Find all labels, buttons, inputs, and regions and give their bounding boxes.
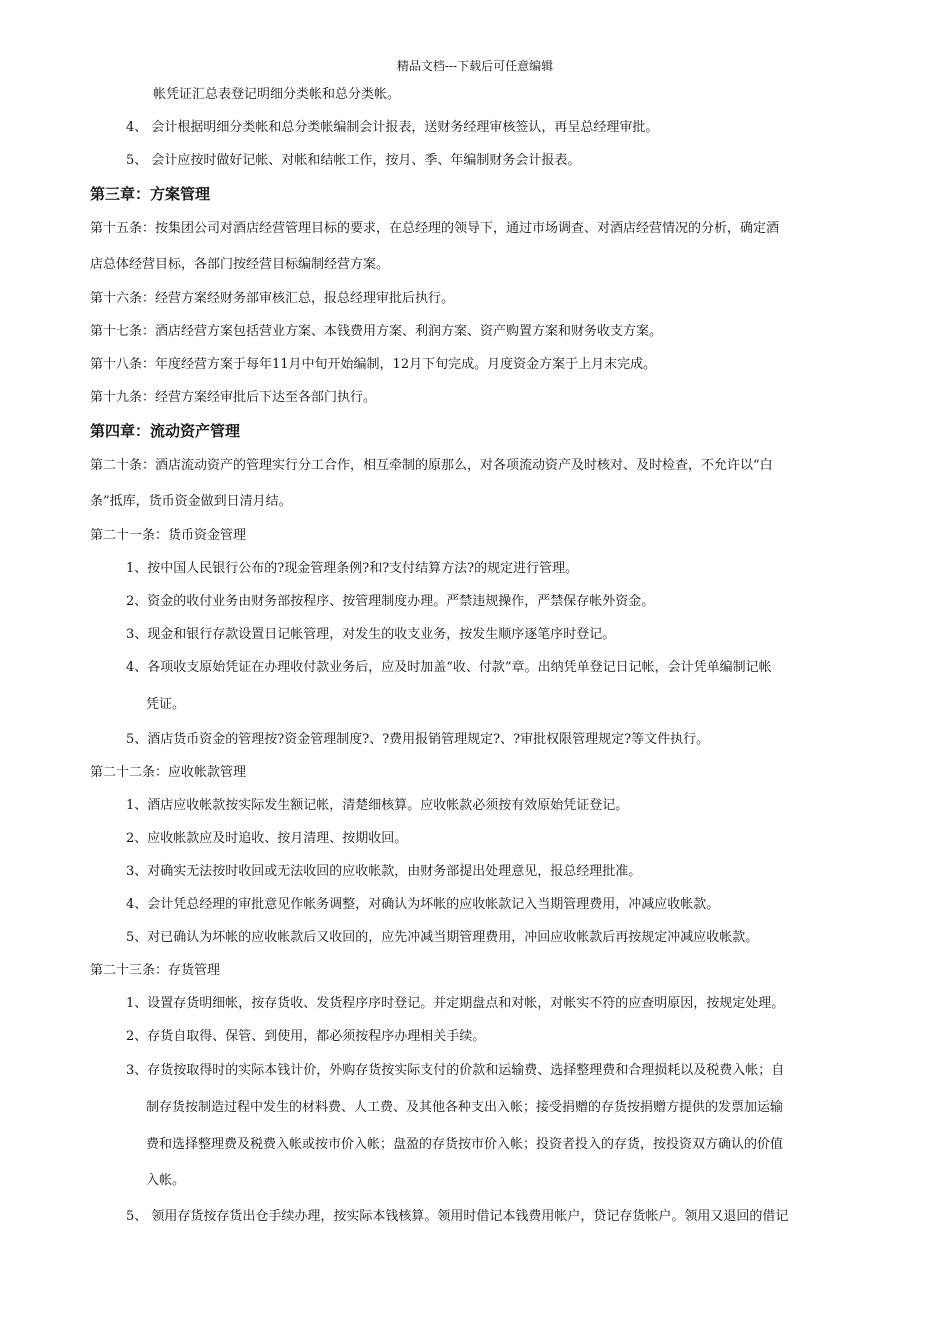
article-heading: 第二十二条：应收帐款管理 — [90, 765, 247, 780]
list-item: 4、 会计根据明细分类帐和总分类帐编制会计报表，送财务经理审核签认，再呈总经理审批。 — [126, 120, 659, 135]
list-item: 1、设置存货明细帐，按存货收、发货程序序时登记。并定期盘点和对帐，对帐实不符的应查明原因，按规定处理。 — [126, 996, 785, 1011]
list-item-continuation: 入帐。 — [146, 1173, 186, 1188]
list-item: 3、对确实无法按时收回或无法收回的应收帐款，由财务部提出处理意见，报总经理批准。 — [126, 864, 642, 879]
article-line: 第十九条：经营方案经审批后下达至各部门执行。 — [90, 390, 377, 405]
list-item: 2、存货自取得、保管、到使用，都必须按程序办理相关手续。 — [126, 1029, 486, 1044]
list-item: 4、各项收支原始凭证在办理收付款业务后，应及时加盖“收、付款”章。出纳凭单登记日记帐，会计凭单编制记帐 — [126, 660, 772, 675]
article-line: 第二十条：酒店流动资产的管理实行分工合作，相互牵制的原那么，对各项流动资产及时核对、及时检查，不允许以“白 — [90, 458, 773, 473]
list-item: 1、按中国人民银行公布的?现金管理条例?和?支付结算方法?的规定进行管理。 — [126, 561, 579, 576]
list-item: 5、对已确认为坏帐的应收帐款后又收回的，应先冲减当期管理费用，冲回应收帐款后再按规定冲减应收帐款。 — [126, 930, 759, 945]
article-line: 店总体经营目标，各部门按经营目标编制经营方案。 — [90, 257, 390, 272]
list-item: 3、存货按取得时的实际本钱计价，外购存货按实际支付的价款和运输费、选择整理费和合理损耗以及税费入帐；自 — [126, 1063, 785, 1078]
article-line: 条”抵库，货币资金做到日清月结。 — [90, 494, 292, 509]
list-item: 5、 领用存货按存货出仓手续办理，按实际本钱核算。领用时借记本钱费用帐户，贷记存货帐户。领用又退回的借记 — [126, 1209, 789, 1224]
page-header: 精品文档---下载后可任意编辑 — [396, 59, 554, 73]
article-line: 第十七条：酒店经营方案包括营业方案、本钱费用方案、利润方案、资产购置方案和财务收支方案。 — [90, 324, 663, 339]
article-line: 第十六条：经营方案经财务部审核汇总，报总经理审批后执行。 — [90, 291, 455, 306]
article-heading: 第二十一条：货币资金管理 — [90, 528, 247, 543]
list-item: 5、 会计应按时做好记帐、对帐和结帐工作，按月、季、年编制财务会计报表。 — [126, 153, 581, 168]
list-item: 2、资金的收付业务由财务部按程序、按管理制度办理。严禁违规操作，严禁保存帐外资金。 — [126, 594, 655, 609]
article-heading: 第二十三条：存货管理 — [90, 963, 221, 978]
list-item-continuation: 制存货按制造过程中发生的材料费、人工费、及其他各种支出入帐；接受捐赠的存货按捐赠方提供的发票加运输 — [146, 1100, 784, 1115]
list-item: 3、现金和银行存款设置日记帐管理，对发生的收支业务，按发生顺序逐笔序时登记。 — [126, 627, 616, 642]
list-item: 5、酒店货币资金的管理按?资金管理制度?、?费用报销管理规定?、?审批权限管理规定?等文件执行。 — [126, 732, 710, 747]
list-item-continuation: 凭证。 — [146, 697, 186, 712]
list-item-continuation: 费和选择整理费及税费入帐或按市价入帐；盘盈的存货按市价入帐；投资者投入的存货，按投资双方确认的价值 — [146, 1137, 784, 1152]
list-item: 2、应收帐款应及时追收、按月清理、按期收回。 — [126, 831, 408, 846]
list-item: 1、酒店应收帐款按实际发生额记帐，清楚细核算。应收帐款必须按有效原始凭证登记。 — [126, 798, 629, 813]
article-line: 第十八条：年度经营方案于每年11月中旬开始编制，12月下旬完成。月度资金方案于上月末完成。 — [90, 357, 657, 372]
chapter-heading: 第三章：方案管理 — [90, 185, 211, 203]
list-item: 4、会计凭总经理的审批意见作帐务调整，对确认为坏帐的应收帐款记入当期管理费用，冲减应收帐款。 — [126, 897, 720, 912]
article-line: 第十五条：按集团公司对酒店经营管理目标的要求，在总经理的领导下，通过市场调查、对酒店经营情况的分析，确定酒 — [90, 221, 780, 236]
chapter-heading: 第四章：流动资产管理 — [90, 422, 241, 440]
text-line: 帐凭证汇总表登记明细分类帐和总分类帐。 — [153, 87, 401, 102]
